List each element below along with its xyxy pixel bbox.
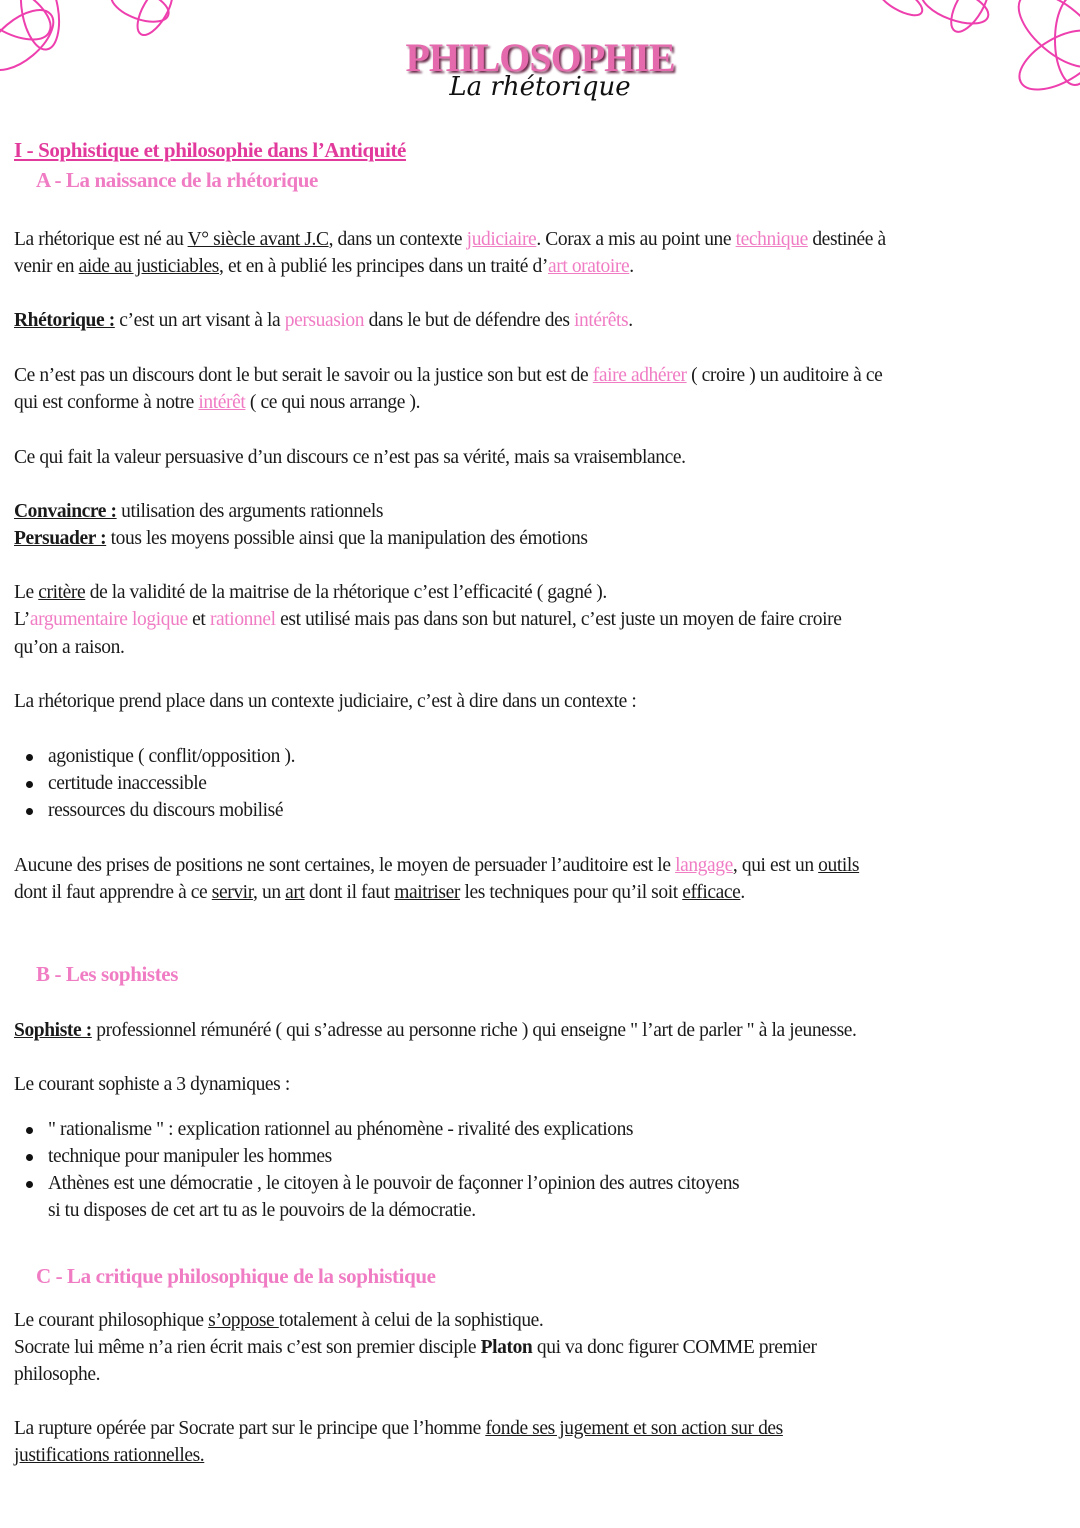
text-segment: dans le but de défendre des	[364, 310, 575, 331]
highlighted-text: langage	[675, 855, 733, 876]
text-line	[14, 1309, 543, 1333]
bullet-icon	[26, 808, 33, 815]
text-segment: , et en à publié les principes dans un traité d’	[219, 256, 548, 277]
highlighted-text: judiciaire	[466, 229, 537, 250]
text-segment: B - Les sophistes	[36, 962, 178, 986]
text-segment: dont il faut apprendre à ce	[14, 882, 212, 903]
text-line	[14, 881, 745, 905]
highlighted-text: persuasion	[284, 310, 365, 331]
text-segment: de la validité de la maitrise de la rhétorique c’est l’efficacité ( gagné ).	[85, 582, 607, 603]
text-segment: , un	[253, 882, 286, 903]
text-segment: .	[629, 256, 634, 277]
highlighted-text: intérêts	[574, 310, 629, 331]
text-segment: ( croire ) un auditoire à ce	[686, 365, 883, 386]
highlighted-text: intérêt	[198, 392, 246, 413]
bullet-icon	[26, 1154, 33, 1161]
text-segment: ressources du discours mobilisé	[48, 800, 284, 821]
text-segment: La rhétorique prend place dans un contexte judiciaire, c’est à dire dans un contexte :	[14, 691, 637, 712]
text-line	[14, 636, 124, 660]
text-segment: Ce n’est pas un discours dont le but serait le savoir ou la justice son but est de	[14, 365, 593, 386]
text-segment: et	[187, 609, 210, 630]
text-segment: L’	[14, 609, 30, 630]
text-line	[48, 1199, 476, 1223]
bullet-item	[48, 799, 283, 823]
section-heading	[14, 138, 406, 162]
text-segment: Aucune des prises de positions ne sont certaines, le moyen de persuader l’auditoire est le	[14, 855, 676, 876]
text-segment: dont il faut	[304, 882, 395, 903]
text-line	[14, 309, 633, 333]
text-line	[14, 581, 607, 605]
highlighted-text: aide au justiciables	[78, 256, 219, 277]
text-line	[14, 608, 842, 632]
text-segment: totalement à celui de la sophistique.	[278, 1310, 544, 1331]
text-line	[14, 446, 686, 470]
highlighted-text: outils	[818, 855, 860, 876]
text-line	[14, 854, 859, 878]
text-segment: qui va donc figurer COMME premier	[532, 1337, 817, 1358]
text-segment: .	[628, 310, 633, 331]
bullet-icon	[26, 781, 33, 788]
text-segment: destinée à	[807, 229, 886, 250]
text-line	[14, 527, 588, 551]
highlighted-text: critère	[38, 582, 86, 603]
subsection-heading	[36, 168, 318, 192]
bullet-item	[48, 1118, 633, 1142]
text-line	[14, 1363, 100, 1387]
text-line	[14, 364, 882, 388]
page-subtitle: La rhétorique	[449, 72, 631, 102]
text-segment: C - La critique philosophique de la sophistique	[36, 1264, 436, 1288]
term-label: Convaincre :	[14, 501, 117, 522]
text-line	[14, 391, 420, 415]
highlighted-text: rationnel	[209, 609, 276, 630]
text-segment: agonistique ( conflit/opposition ).	[48, 746, 296, 767]
text-segment: ( ce qui nous arrange ).	[245, 392, 421, 413]
highlighted-text: argumentaire logique	[29, 609, 188, 630]
highlighted-text: s’oppose	[208, 1310, 279, 1331]
bullet-item	[48, 1172, 739, 1196]
text-segment: . Corax a mis au point une	[536, 229, 736, 250]
text-line	[14, 228, 886, 252]
text-segment: est utilisé mais pas dans son but naturel, c’est juste un moyen de faire croire	[275, 609, 842, 630]
highlighted-text: justifications rationnelles.	[14, 1445, 205, 1466]
bullet-icon	[26, 754, 33, 761]
highlighted-text: efficace	[682, 882, 741, 903]
text-line	[14, 1444, 204, 1468]
text-segment: Ce qui fait la valeur persuasive d’un discours ce n’est pas sa vérité, mais sa vraisemblance.	[14, 447, 686, 468]
text-segment: qui est conforme à notre	[14, 392, 199, 413]
page-title: PHILOSOPHIE	[405, 35, 675, 80]
text-segment: La rupture opérée par Socrate part sur le principe que l’homme	[14, 1418, 486, 1439]
highlighted-text: V° siècle avant J.C	[187, 229, 329, 250]
highlighted-text: servir	[211, 882, 254, 903]
text-line	[14, 500, 383, 524]
text-segment: Le courant sophiste a 3 dynamiques :	[14, 1074, 290, 1095]
text-segment: Socrate lui même n’a rien écrit mais c’est son premier disciple	[14, 1337, 481, 1358]
text-line	[14, 255, 634, 279]
text-segment: " rationalisme " : explication rationnel au phénomène - rivalité des explications	[48, 1119, 634, 1140]
highlighted-text: art	[285, 882, 305, 903]
text-segment: , dans un contexte	[328, 229, 467, 250]
text-segment: Le courant philosophique	[14, 1310, 209, 1331]
text-segment: A - La naissance de la rhétorique	[36, 168, 318, 192]
text-segment: .	[740, 882, 745, 903]
term-label: Rhétorique :	[14, 310, 115, 331]
highlighted-text: art oratoire	[547, 256, 630, 277]
text-segment: tous les moyens possible ainsi que la manipulation des émotions	[106, 528, 588, 549]
text-segment: professionnel rémunéré ( qui s’adresse au personne riche ) qui enseigne " l’art de parler " à la jeunesse.	[91, 1020, 857, 1041]
subsection-heading	[36, 962, 178, 986]
text-line	[14, 1019, 857, 1043]
text-segment: technique pour manipuler les hommes	[48, 1146, 332, 1167]
text-segment: certitude inaccessible	[48, 773, 207, 794]
bullet-icon	[26, 1181, 33, 1188]
text-segment: La rhétorique est né au	[14, 229, 188, 250]
bullet-item	[48, 1145, 332, 1169]
text-segment: philosophe.	[14, 1364, 101, 1385]
bullet-item	[48, 745, 295, 769]
highlighted-text: Platon	[480, 1337, 533, 1358]
bullet-item	[48, 772, 207, 796]
subsection-heading	[36, 1264, 436, 1288]
text-line	[14, 690, 636, 714]
highlighted-text: faire adhérer	[592, 365, 687, 386]
text-segment: venir en	[14, 256, 79, 277]
bullet-icon	[26, 1127, 33, 1134]
highlighted-text: maitriser	[394, 882, 460, 903]
text-segment: les techniques pour qu’il soit	[459, 882, 683, 903]
text-segment: I - Sophistique et philosophie dans l’Antiquité	[14, 138, 406, 162]
term-label: Persuader :	[14, 528, 107, 549]
text-line	[14, 1417, 783, 1441]
text-segment: utilisation des arguments rationnels	[116, 501, 384, 522]
highlighted-text: technique	[735, 229, 808, 250]
text-line	[14, 1336, 817, 1360]
term-label: Sophiste :	[14, 1020, 92, 1041]
text-segment: si tu disposes de cet art tu as le pouvoirs de la démocratie.	[48, 1200, 476, 1221]
text-line	[14, 1073, 290, 1097]
text-segment: , qui est un	[732, 855, 819, 876]
text-segment: Le	[14, 582, 39, 603]
text-segment: Athènes est une démocratie , le citoyen à le pouvoir de façonner l’opinion des autres citoyens	[48, 1173, 740, 1194]
highlighted-text: fonde ses jugement et son action sur des	[485, 1418, 783, 1439]
text-segment: qu’on a raison.	[14, 637, 125, 658]
text-segment: c’est un art visant à la	[114, 310, 285, 331]
